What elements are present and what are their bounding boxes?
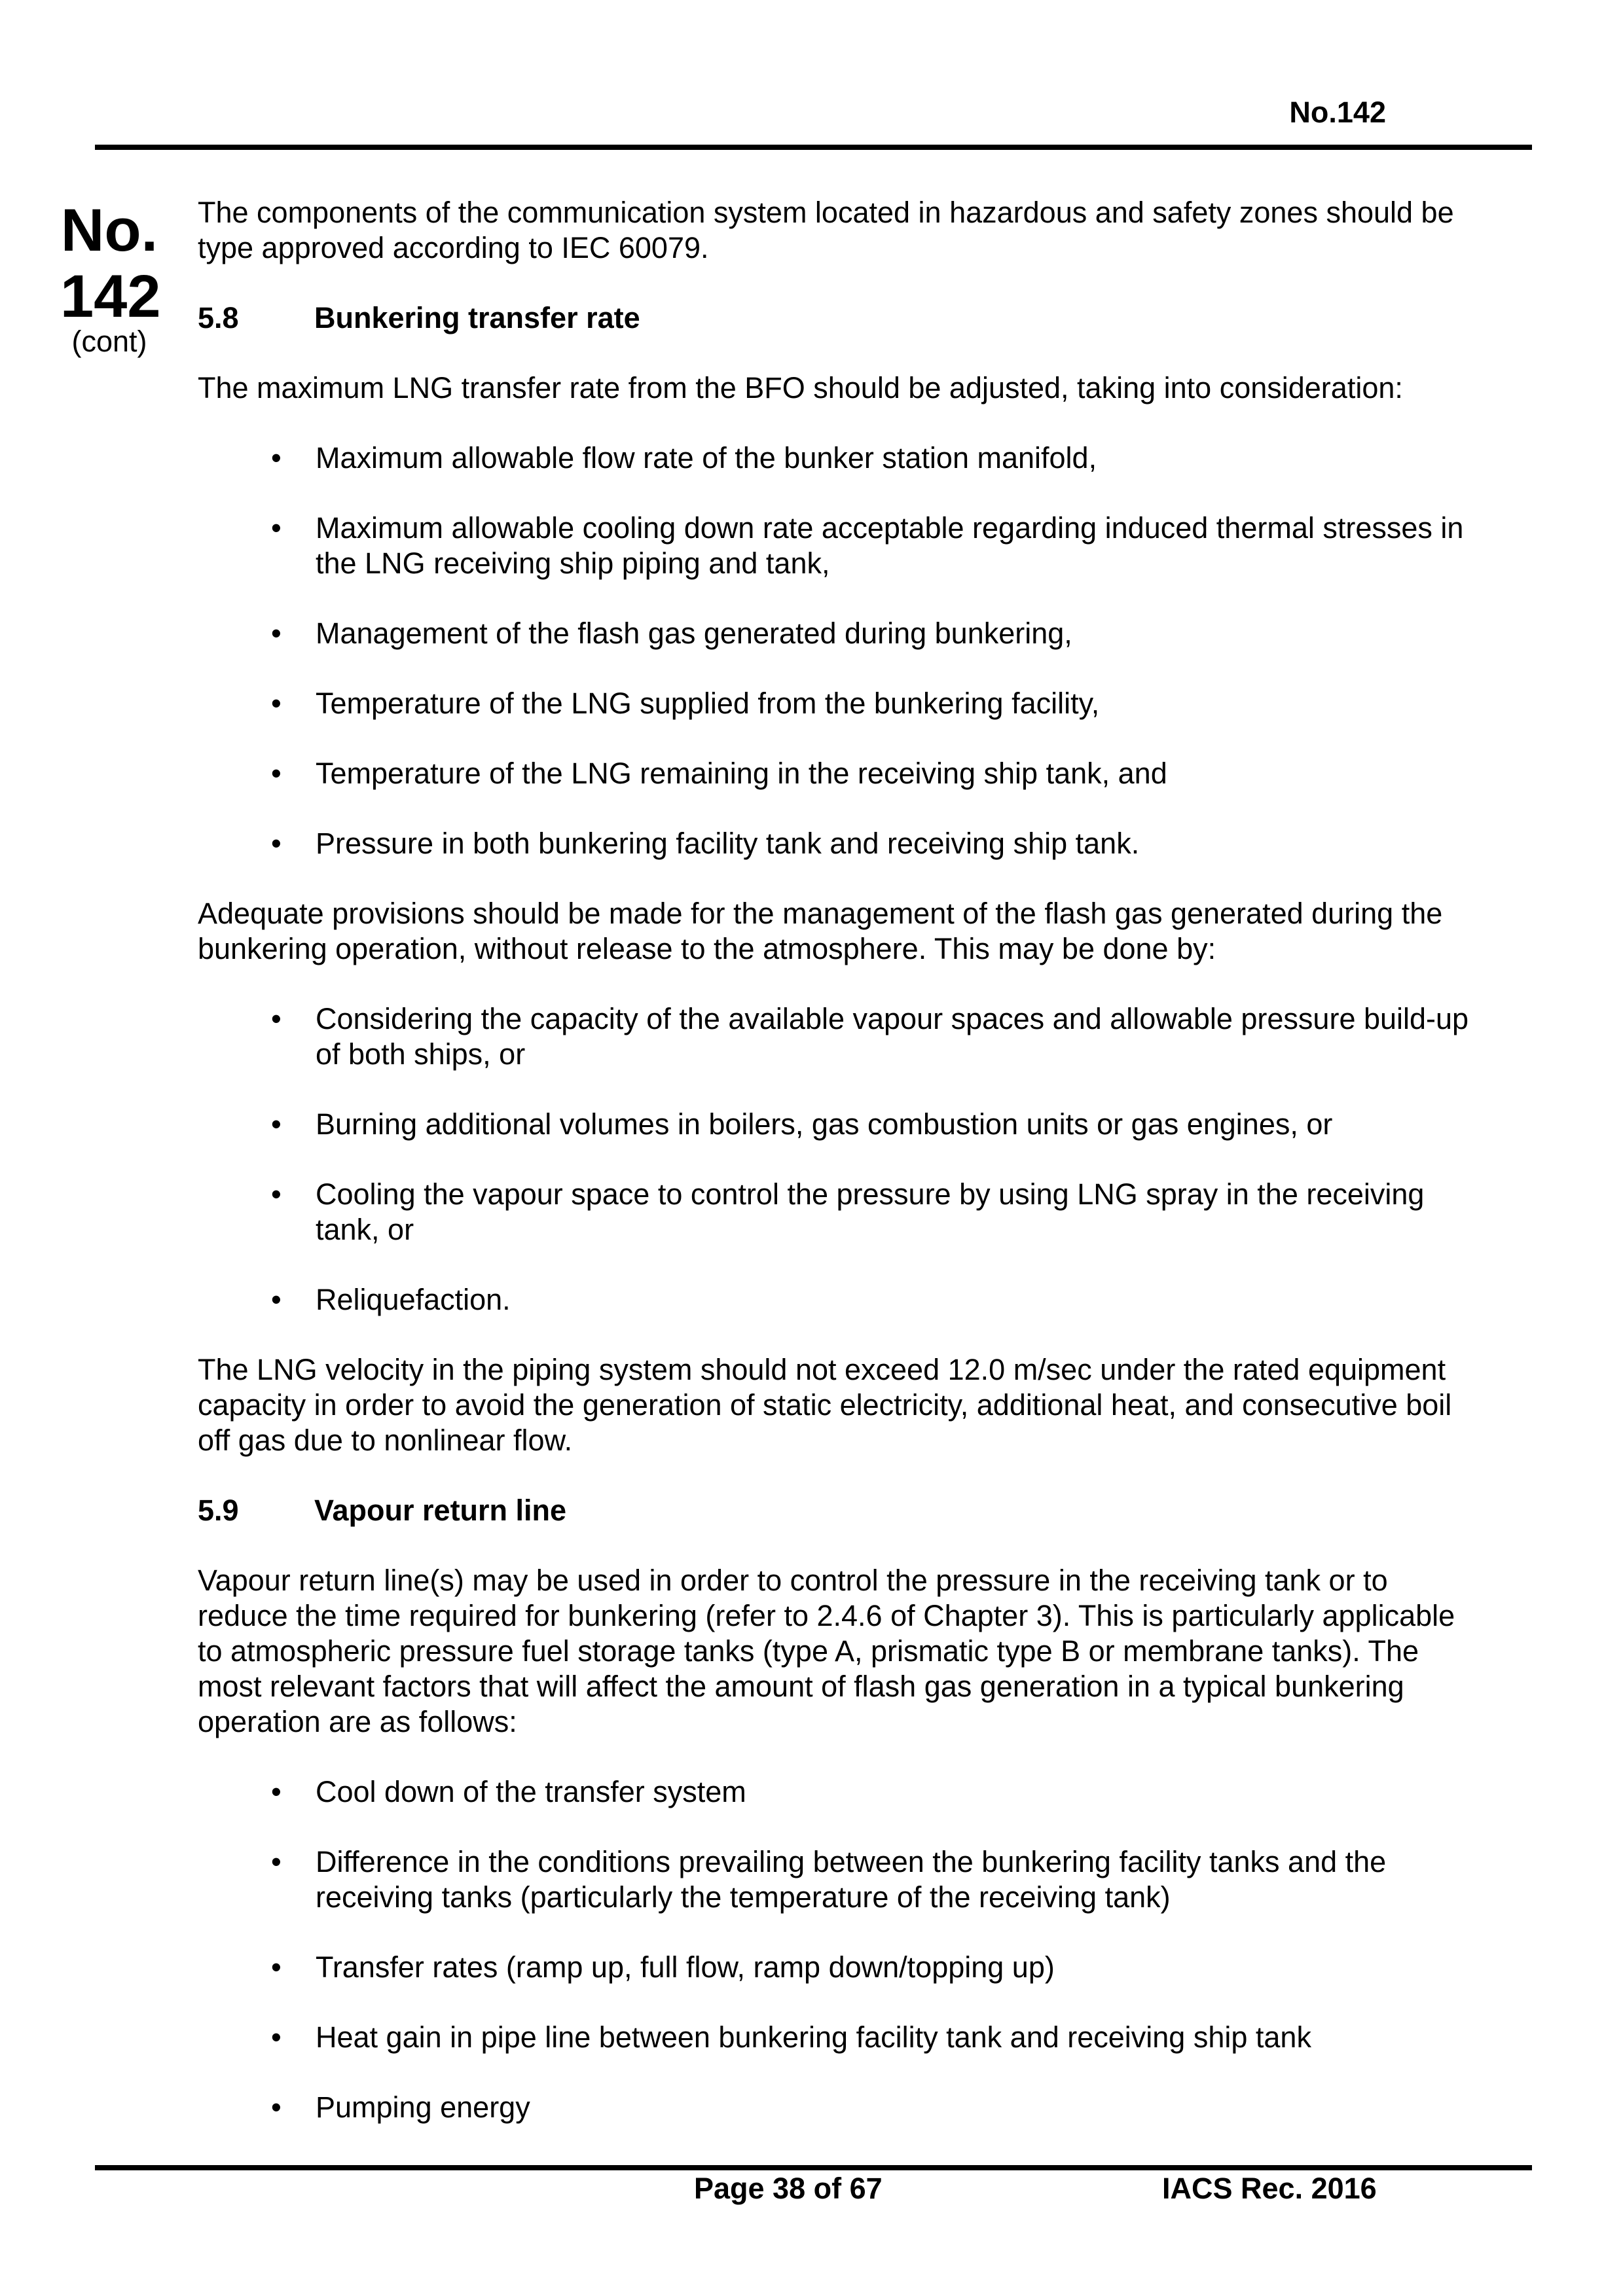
list-item: • Cool down of the transfer system xyxy=(198,1774,1474,1810)
list-item: • Maximum allowable cooling down rate acceptable regarding induced thermal stresses in the LNG receiving ship piping and tank, xyxy=(198,511,1474,581)
section-heading-5-9 xyxy=(198,1493,1474,1528)
list-item: • Maximum allowable flow rate of the bunker station manifold, xyxy=(198,440,1474,476)
list-item: • Cooling the vapour space to control the pressure by using LNG spray in the receiving tank, or xyxy=(198,1177,1474,1247)
provisions-list xyxy=(198,1001,1474,1318)
header-rule xyxy=(95,145,1532,150)
side-label xyxy=(60,197,161,330)
section-title: Vapour return line xyxy=(314,1494,567,1527)
provisions-lead: Adequate provisions should be made for the management of the flash gas generated during the bunkering operation, without release to the atmosphere. This may be done by: xyxy=(198,897,1443,965)
section-title: Bunkering transfer rate xyxy=(314,301,640,334)
intro-paragraph: The components of the communication system located in hazardous and safety zones should be type approved according to IEC 60079. xyxy=(198,196,1454,264)
vapour-return-lead: Vapour return line(s) may be used in order to control the pressure in the receiving tank or to reduce the time required for bunkering (refer to 2.4.6 of Chapter 3). This is particularly applicable to atmospheric pressure fuel storage tanks (type A, prismatic type B or membrane tanks). The most relevant factors that will affect the amount of flash gas generation in a typical bunkering operation are as follows: xyxy=(198,1564,1455,1738)
section-number: 5.8 xyxy=(198,301,239,334)
list-item: • Burning additional volumes in boilers, gas combustion units or gas engines, or xyxy=(198,1107,1474,1142)
list-item: • Pressure in both bunkering facility tank and receiving ship tank. xyxy=(198,826,1474,861)
footer-rule xyxy=(95,2165,1532,2170)
considerations-list xyxy=(198,440,1474,861)
header-doc-number: No.142 xyxy=(1289,96,1386,129)
side-label-cont: (cont) xyxy=(71,325,147,358)
list-item: • Considering the capacity of the available vapour spaces and allowable pressure build-up of both ships, or xyxy=(198,1001,1474,1072)
side-label-number: 142 xyxy=(60,263,161,330)
factors-list xyxy=(198,1774,1474,2125)
page-number: Page 38 of 67 xyxy=(694,2172,883,2205)
list-item: • Transfer rates (ramp up, full flow, ramp down/topping up) xyxy=(198,1950,1474,1985)
document-body xyxy=(198,195,1474,2160)
section-heading-5-8 xyxy=(198,300,1474,336)
list-item: • Pumping energy xyxy=(198,2090,1474,2125)
list-item: • Difference in the conditions prevailing between the bunkering facility tanks and the receiving tanks (particularly the temperature of the receiving tank) xyxy=(198,1844,1474,1915)
velocity-paragraph: The LNG velocity in the piping system should not exceed 12.0 m/sec under the rated equipment capacity in order to avoid the generation of static electricity, additional heat, and consecutive boil off gas due to nonlinear flow. xyxy=(198,1353,1452,1457)
side-label-no: No. xyxy=(60,197,158,264)
list-item: • Temperature of the LNG supplied from the bunkering facility, xyxy=(198,686,1474,721)
list-item: • Temperature of the LNG remaining in the receiving ship tank, and xyxy=(198,756,1474,791)
footer-reference: IACS Rec. 2016 xyxy=(1162,2172,1377,2205)
list-item: • Heat gain in pipe line between bunkering facility tank and receiving ship tank xyxy=(198,2020,1474,2055)
transfer-rate-lead: The maximum LNG transfer rate from the BFO should be adjusted, taking into consideration: xyxy=(198,371,1403,404)
list-item: • Management of the flash gas generated during bunkering, xyxy=(198,616,1474,651)
section-number: 5.9 xyxy=(198,1494,239,1527)
list-item: • Reliquefaction. xyxy=(198,1282,1474,1318)
